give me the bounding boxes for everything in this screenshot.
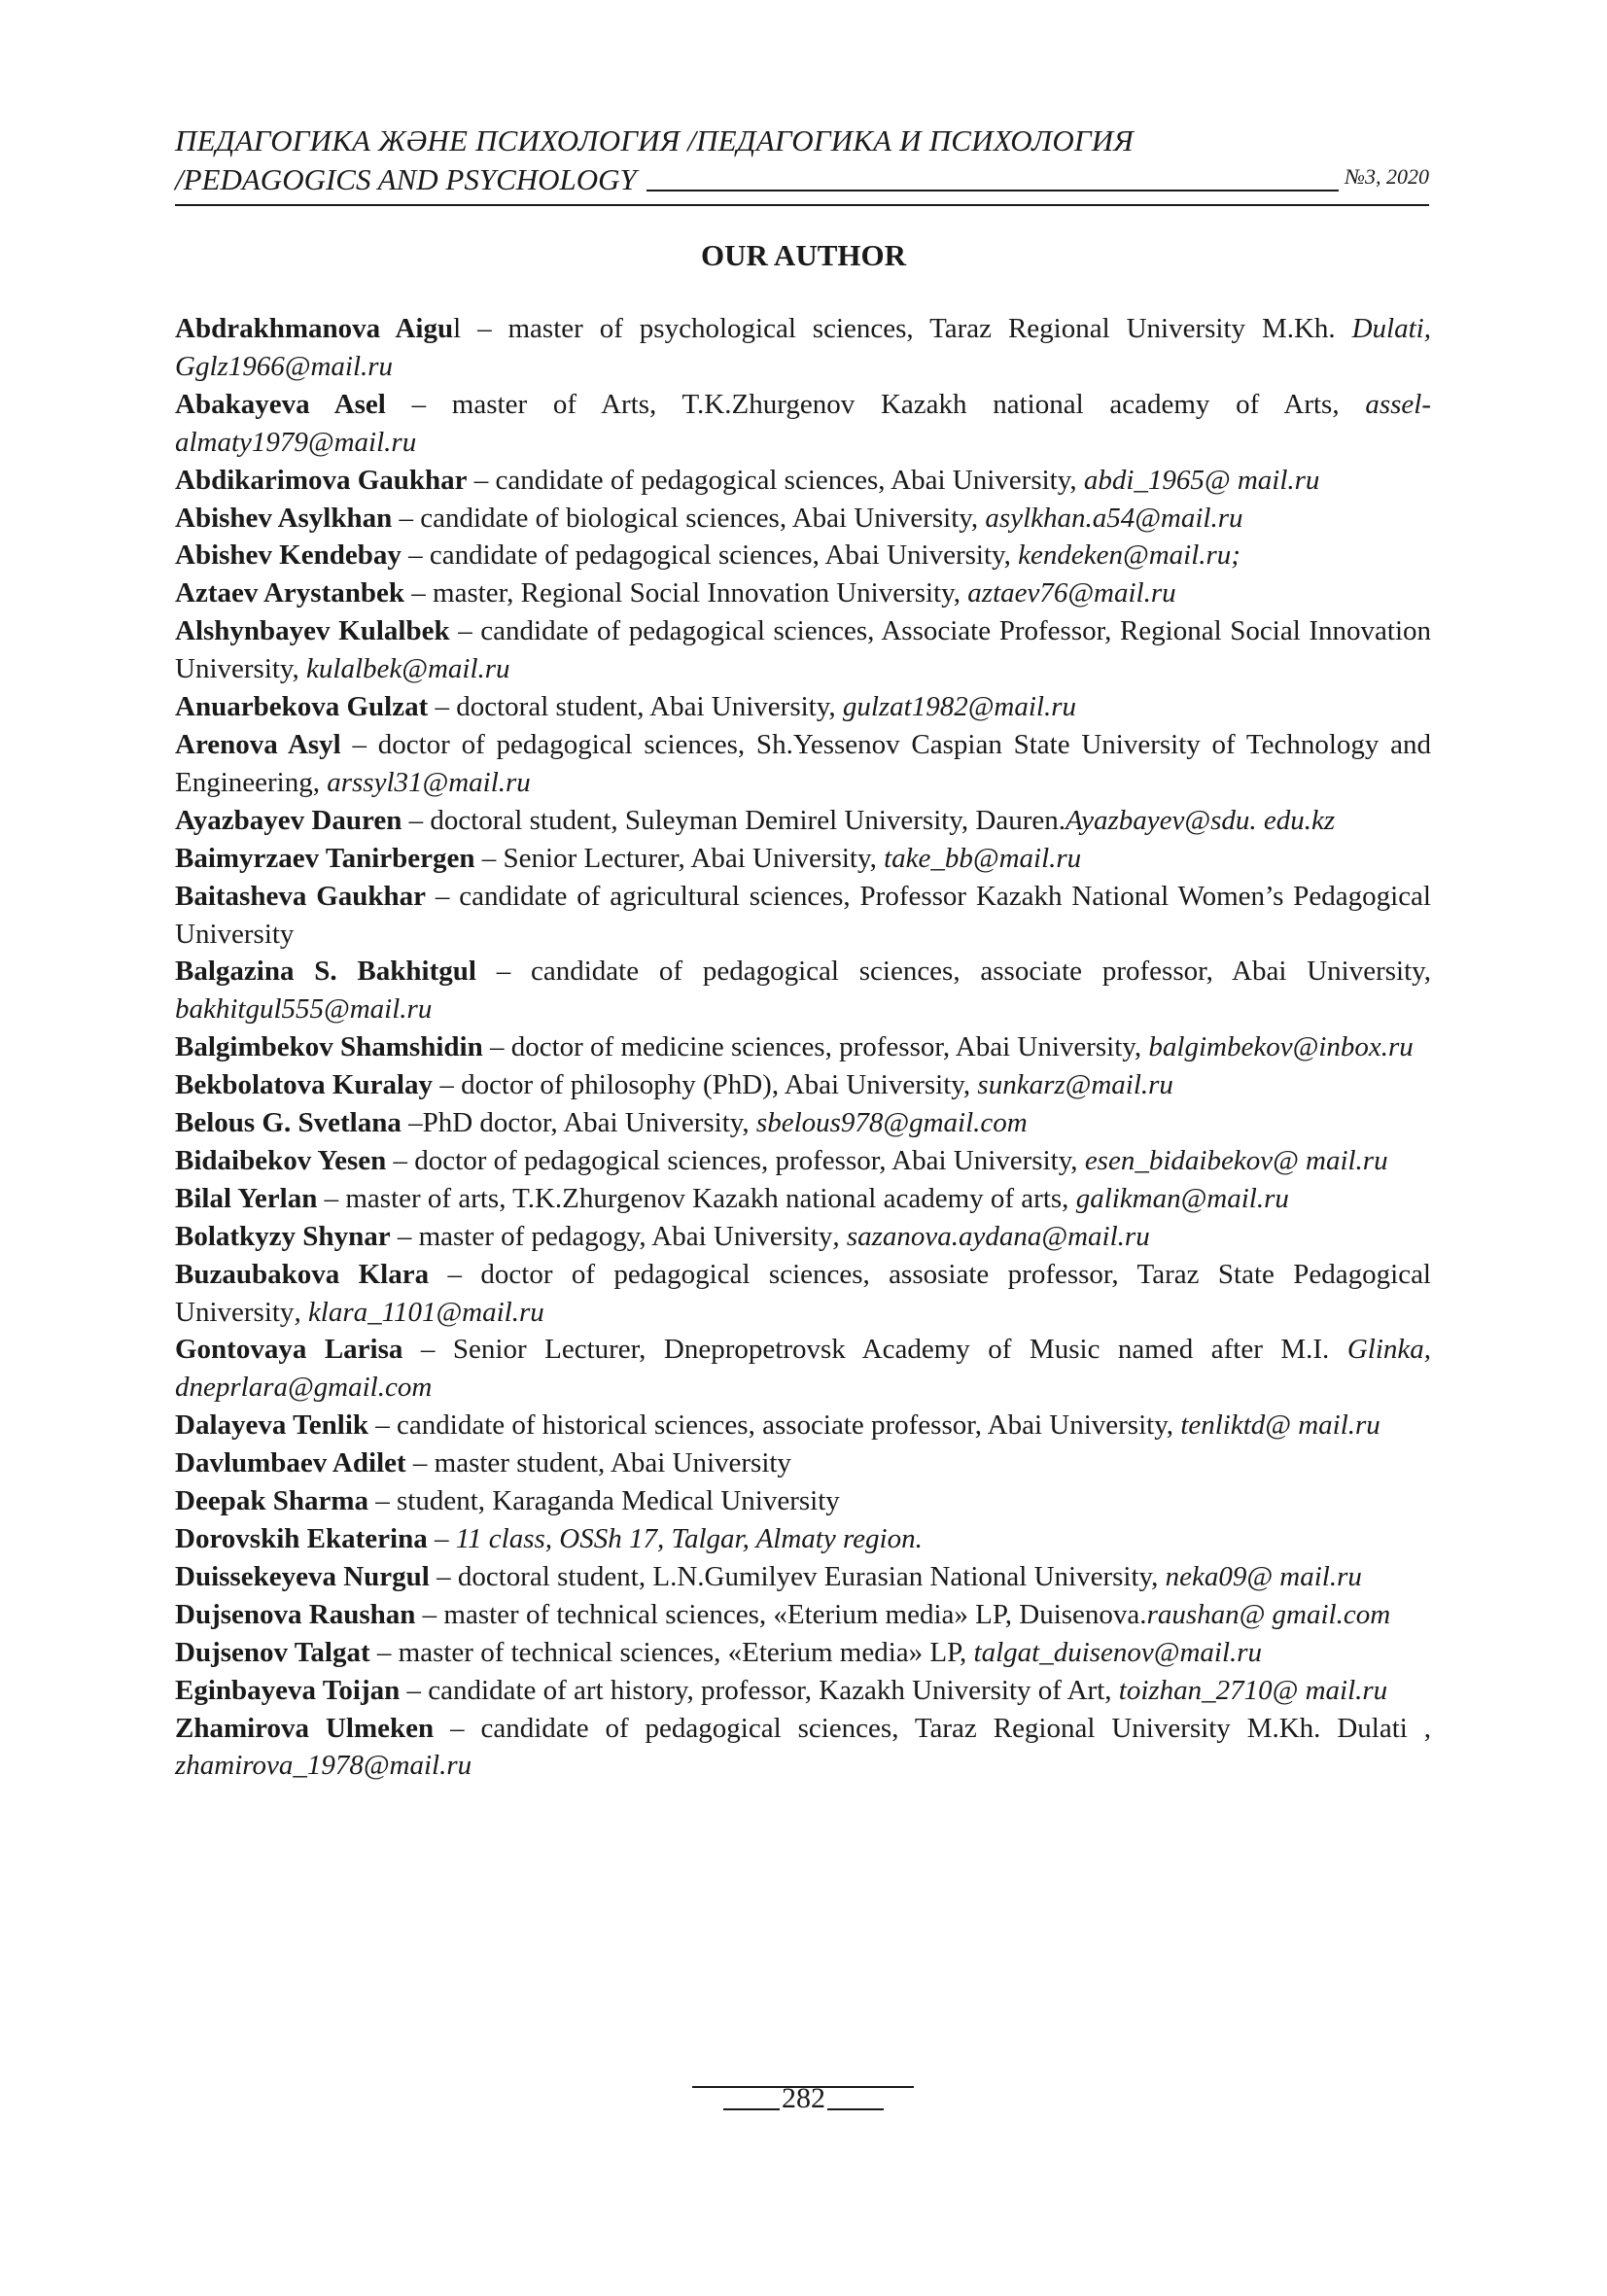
- journal-title-line2: /PEDAGOGICS AND PSYCHOLOGY: [175, 162, 637, 196]
- author-description: – Senior Lecturer, Abai University,: [474, 842, 885, 874]
- author-entry: [175, 612, 1431, 688]
- author-entry: [175, 1520, 1431, 1558]
- author-entry: [175, 1407, 1431, 1444]
- header-fill-rule: [646, 189, 1339, 191]
- author-entry: [175, 1672, 1431, 1710]
- author-email: asylkhan.a54@mail.ru: [985, 502, 1243, 534]
- author-email: abdi_1965@ mail.ru: [1083, 464, 1320, 496]
- author-name: Bolatkyzy Shynar: [175, 1220, 391, 1252]
- author-name: Anuarbekova Gulzat: [175, 691, 429, 723]
- author-entry: [175, 1634, 1431, 1672]
- author-description: – master of technical sciences, «Eterium media» LP, Duisenova.: [415, 1598, 1147, 1630]
- author-email: esen_bidaibekov@ mail.ru: [1084, 1144, 1388, 1176]
- author-name: Dalayeva Tenlik: [175, 1409, 369, 1442]
- author-name: Bekbolatova Kuralay: [175, 1069, 434, 1101]
- author-description: – candidate of pedagogical sciences, associate professor, Abai University,: [475, 956, 1431, 988]
- author-email: gulzat1982@mail.ru: [842, 691, 1077, 723]
- author-description: – doctoral student, Suleyman Demirel University, Dauren.: [402, 804, 1066, 836]
- author-name: Duissekeyeva Nurgul: [175, 1560, 430, 1592]
- author-description: –: [427, 1523, 456, 1554]
- author-entry: [175, 1028, 1431, 1066]
- author-entry: [175, 802, 1431, 840]
- author-name: Baimyrzaev Tanirbergen: [175, 842, 475, 874]
- header-divider: [175, 204, 1429, 206]
- author-description: – doctor of philosophy (PhD), Abai University,: [433, 1069, 978, 1101]
- author-description: – candidate of pedagogical sciences, Taraz Regional University M.Kh. Dulati ,: [434, 1712, 1431, 1744]
- author-description: – master of arts, T.K.Zhurgenov Kazakh national academy of arts,: [317, 1182, 1076, 1214]
- author-name: Abakayeva Asel: [175, 388, 386, 420]
- author-description: – master of pedagogy, Abai University: [390, 1220, 833, 1252]
- author-list: [175, 310, 1431, 1785]
- author-email: kendeken@mail.ru;: [1018, 539, 1240, 572]
- author-description: – Senior Lecturer, Dnepropetrovsk Academy of Music named after M.I.: [402, 1334, 1347, 1366]
- author-description: – candidate of historical sciences, associate professor, Abai University,: [368, 1409, 1181, 1442]
- author-description: – candidate of pedagogical sciences, Abai University,: [401, 539, 1019, 572]
- author-email: , sazanova.aydana@mail.ru: [832, 1220, 1150, 1252]
- author-description: – doctor of pedagogical sciences, professor, Abai University,: [386, 1144, 1085, 1176]
- author-email: aztaev76@mail.ru: [967, 577, 1176, 609]
- author-entry: [175, 726, 1431, 802]
- author-entry: [175, 1482, 1431, 1520]
- author-entry: [175, 1066, 1431, 1104]
- author-description: – doctoral student, Abai University,: [428, 691, 843, 723]
- author-description: – master, Regional Social Innovation University,: [404, 577, 968, 609]
- author-name: Dujsenov Talgat: [175, 1636, 370, 1668]
- author-entry: [175, 1180, 1431, 1218]
- author-email: galikman@mail.ru: [1075, 1182, 1289, 1214]
- author-name: Abishev Asylkhan: [175, 502, 393, 534]
- journal-title-line2-row: [175, 159, 1429, 198]
- author-entry: [175, 537, 1431, 574]
- author-name: Abishev Kendebay: [175, 539, 402, 572]
- page-number: 282: [782, 2082, 825, 2114]
- author-description: – master student, Abai University: [405, 1447, 791, 1479]
- author-entry: [175, 953, 1431, 1028]
- author-email: 11 class, OSSh 17, Talgar, Almaty region.: [455, 1523, 923, 1554]
- author-name: Eginbayeva Toijan: [175, 1674, 401, 1706]
- author-email: talgat_duisenov@mail.ru: [973, 1636, 1263, 1668]
- author-email: raushan@ gmail.com: [1146, 1598, 1391, 1630]
- author-name: Abdikarimova Gaukhar: [175, 464, 468, 496]
- author-description: – candidate of agricultural sciences, Professor Kazakh National Women’s Pedagogical University: [175, 880, 1431, 950]
- author-name: Gontovaya Larisa: [175, 1334, 403, 1366]
- author-name-tail: l: [453, 313, 462, 344]
- author-email: zhamirova_1978@mail.ru: [175, 1750, 472, 1782]
- author-name: Abdrakhmanova Aigu: [175, 313, 454, 344]
- author-description: – doctor of medicine sciences, professor, Abai University,: [482, 1031, 1149, 1063]
- author-name: Belous G. Svetlana: [175, 1107, 402, 1139]
- footer-right-rule: [827, 2108, 884, 2110]
- author-entry: [175, 310, 1431, 386]
- issue-number: №3, 2020: [1345, 164, 1429, 189]
- author-name: Deepak Sharma: [175, 1485, 368, 1517]
- author-name: Arenova Asyl: [175, 728, 341, 760]
- author-name: Dorovskih Ekaterina: [175, 1523, 428, 1554]
- author-name: Dujsenova Raushan: [175, 1598, 416, 1630]
- author-entry: [175, 1710, 1431, 1786]
- author-name: Balgazina S. Bakhitgul: [175, 956, 476, 988]
- author-email: assel-almaty1979@mail.ru: [175, 388, 1431, 458]
- author-entry: [175, 1444, 1431, 1482]
- author-description: – candidate of art history, professor, Kazakh University of Art,: [400, 1674, 1119, 1706]
- author-email: Ayazbayev@sdu. edu.kz: [1066, 804, 1336, 836]
- author-email: sunkarz@mail.ru: [977, 1069, 1173, 1101]
- page-footer: [0, 2080, 1607, 2117]
- author-description: – doctor of pedagogical sciences, assosiate professor, Taraz State Pedagogical University: [175, 1258, 1431, 1328]
- author-email: , klara_1101@mail.ru: [294, 1296, 544, 1328]
- author-email: sbelous978@gmail.com: [755, 1107, 1028, 1139]
- author-name: Ayazbayev Dauren: [175, 804, 402, 836]
- author-description: – candidate of biological sciences, Abai University,: [392, 502, 986, 534]
- author-email: bakhitgul555@mail.ru: [175, 993, 433, 1026]
- author-email: Glinka, dneprlara@gmail.com: [175, 1334, 1431, 1404]
- author-entry: [175, 1142, 1431, 1180]
- author-name: Bilal Yerlan: [175, 1182, 318, 1214]
- author-entry: [175, 574, 1431, 612]
- author-name: Buzaubakova Klara: [175, 1258, 430, 1290]
- author-description: –PhD doctor, Abai University,: [401, 1107, 756, 1139]
- author-name: Zhamirova Ulmeken: [175, 1712, 435, 1744]
- author-name: Bidaibekov Yesen: [175, 1144, 387, 1176]
- running-header: [175, 122, 1429, 198]
- author-description: – master of psychological sciences, Taraz Regional University M.Kh.: [461, 313, 1352, 344]
- author-name: Aztaev Arystanbek: [175, 577, 405, 609]
- author-email: take_bb@mail.ru: [884, 842, 1082, 874]
- author-description: – candidate of pedagogical sciences, Abai University,: [467, 464, 1084, 496]
- author-entry: [175, 1596, 1431, 1634]
- author-description: – doctoral student, L.N.Gumilyev Eurasian National University,: [429, 1560, 1166, 1592]
- author-description: – master of technical sciences, «Eterium media» LP,: [369, 1636, 974, 1668]
- author-entry: [175, 462, 1431, 500]
- author-name: Davlumbaev Adilet: [175, 1447, 406, 1479]
- author-name: Baitasheva Gaukhar: [175, 880, 427, 912]
- author-email: balgimbekov@inbox.ru: [1148, 1031, 1414, 1063]
- author-entry: [175, 840, 1431, 878]
- author-entry: [175, 1218, 1431, 1256]
- author-email: Dulati, Gglz1966@mail.ru: [175, 313, 1431, 382]
- author-description: – master of Arts, T.K.Zhurgenov Kazakh national academy of Arts,: [385, 388, 1366, 420]
- author-email: neka09@ mail.ru: [1165, 1560, 1362, 1592]
- author-email: toizhan_2710@ mail.ru: [1118, 1674, 1388, 1706]
- author-description: – doctor of pedagogical sciences, Sh.Yessenov Caspian State University of Technology and Engineering,: [175, 728, 1431, 798]
- author-email: kulalbek@mail.ru: [306, 653, 510, 685]
- author-entry: [175, 1256, 1431, 1332]
- author-entry: [175, 1104, 1431, 1142]
- journal-title-line1: ПЕДАГОГИКА ЖӘНЕ ПСИХОЛОГИЯ /ПЕДАГОГИКА И ПСИХОЛОГИЯ: [175, 123, 1134, 157]
- page-number-block: [723, 2080, 884, 2117]
- author-description: – student, Karaganda Medical University: [367, 1485, 840, 1517]
- author-entry: [175, 1558, 1431, 1596]
- author-name: Balgimbekov Shamshidin: [175, 1031, 483, 1063]
- author-entry: [175, 688, 1431, 726]
- author-entry: [175, 1331, 1431, 1407]
- author-email: arssyl31@mail.ru: [327, 766, 531, 798]
- author-entry: [175, 386, 1431, 462]
- footer-left-rule: [723, 2108, 780, 2110]
- section-title: OUR AUTHOR: [701, 238, 906, 272]
- author-name: Alshynbayev Kulalbek: [175, 615, 450, 647]
- author-entry: [175, 878, 1431, 954]
- author-email: tenliktd@ mail.ru: [1180, 1409, 1380, 1442]
- author-entry: [175, 500, 1431, 538]
- author-description: – candidate of pedagogical sciences, Associate Professor, Regional Social Innovation University,: [175, 615, 1432, 685]
